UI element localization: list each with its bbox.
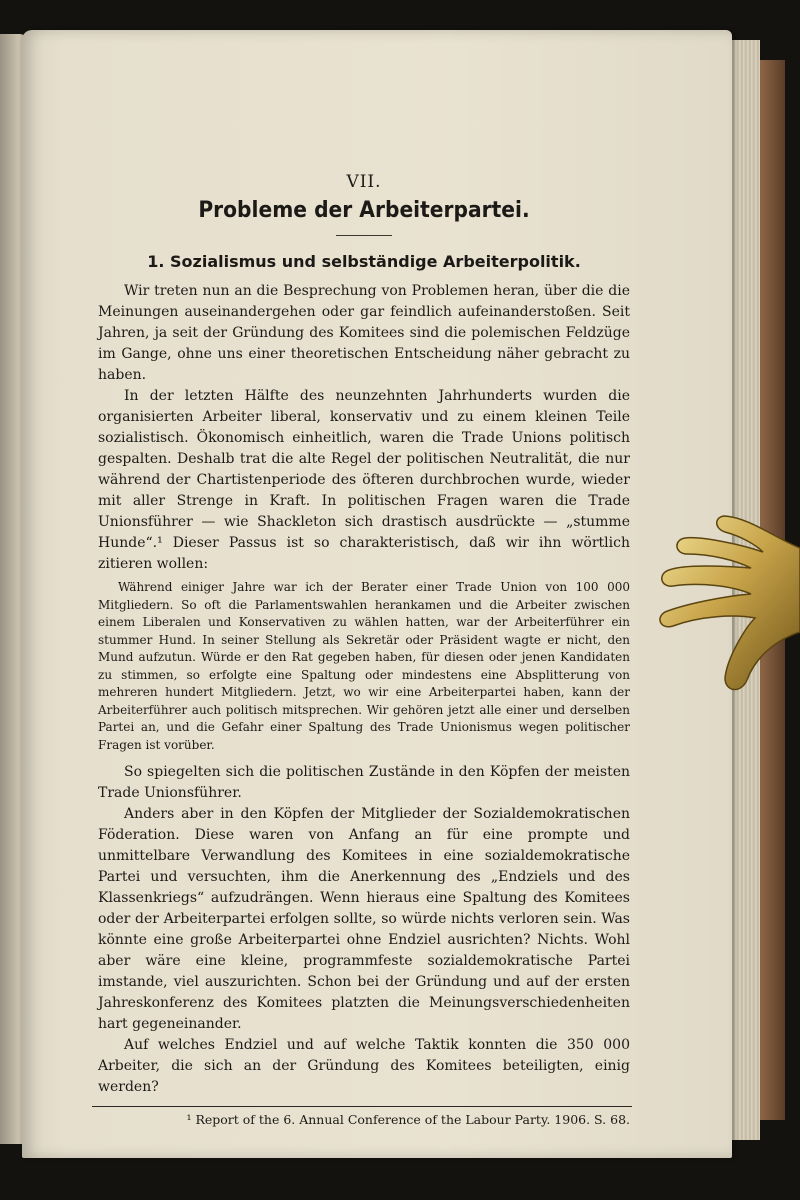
block-quote: Während einiger Jahre war ich der Berater einer Trade Union von 100 000 Mitgliedern. So oft die Parlamentswahlen herankamen und die Arbeiter zwischen einem Liberalen und Konservativen zu wählen hatten, war der Arbeiterführer ein stummer Hund. In seiner Stellung als Sekretär oder Präsident wagte er nicht, den Mund aufzutun. Würde er den Rat gegeben haben, für diesen oder jenen Kandidaten zu stimmen, so erfolgte eine Spaltung oder mindestens eine Absplitterung von mehreren hundert Mitgliedern. Jetzt, wo wir eine Arbeiterpartei haben, kann der Arbeiterführer auch politisch mitsprechen. Wir gehören jetzt alle einer und derselben Partei an, und die Gefahr einer Spaltung des Trade Unionismus wegen politischer Fragen ist vorüber. xyxy=(98,580,630,752)
section-title: 1. Sozialismus und selbständige Arbeiterpolitik. xyxy=(147,252,581,271)
brass-hand-page-holder-icon xyxy=(655,508,800,698)
title-rule xyxy=(336,235,392,236)
chapter-title: Probleme der Arbeiterpartei. xyxy=(198,198,530,223)
paragraph-2: In der letzten Hälfte des neunzehnten Jahrhunderts wurden die organisierten Arbeiter liberal, konservativ und zu einem kleinen Teile sozialistisch. Ökonomisch einheitlich, waren die Trade Unions politisch gespalten. Deshalb trat die alte Regel der politischen Neutralität, die nur während der Chartistenperiode des öfteren durchbrochen wurde, wieder mit aller Strenge in Kraft. In politischen Fragen waren die Trade Unionsführer — wie Shackleton sich drastisch ausdrückte — „stumme Hunde“.¹ Dieser Passus ist so charakteristisch, daß wir ihn wörtlich zitieren wollen: xyxy=(98,388,630,572)
paragraph-4: Anders aber in den Köpfen der Mitglieder der Sozialdemokratischen Föderation. Diese waren von Anfang an für eine prompte und unmittelbare Verwandlung des Komitees in eine sozialdemokratische Partei und versuchten, ihm die Anerkennung des „Endziels und des Klassenkriegs“ aufzudrängen. Wenn hieraus eine Spaltung des Komitees oder der Arbeiterpartei erfolgen sollte, so würde nichts verloren sein. Was könnte eine große Arbeiterpartei ohne Endziel ausrichten? Nichts. Wohl aber wäre eine kleine, programmfeste sozialdemokratische Partei imstande, viel auszurichten. Schon bei der Gründung und auf der ersten Jahreskonferenz des Komitees platzten die Meinungsverschiedenheiten hart gegeneinander. xyxy=(98,806,630,1032)
page-content xyxy=(98,172,630,1129)
book-page xyxy=(22,30,732,1158)
paragraph-3: So spiegelten sich die politischen Zustände in den Köpfen der meisten Trade Unionsführer. xyxy=(98,764,630,801)
paragraph-1: Wir treten nun an die Besprechung von Problemen heran, über die die Meinungen auseinandergehen oder gar feindlich aufeinanderstoßen. Seit Jahren, ja seit der Gründung des Komitees sind die polemischen Feldzüge im Gange, ohne uns einer theoretischen Entscheidung näher gebracht zu haben. xyxy=(98,283,630,383)
footnote: ¹ Report of the 6. Annual Conference of the Labour Party. 1906. S. 68. xyxy=(186,1112,630,1127)
footnote-rule xyxy=(92,1106,632,1107)
chapter-number: VII. xyxy=(346,172,382,192)
paragraph-5: Auf welches Endziel und auf welche Taktik konnten die 350 000 Arbeiter, die sich an der Gründung des Komitees beteiligten, einig werden? xyxy=(98,1037,630,1095)
